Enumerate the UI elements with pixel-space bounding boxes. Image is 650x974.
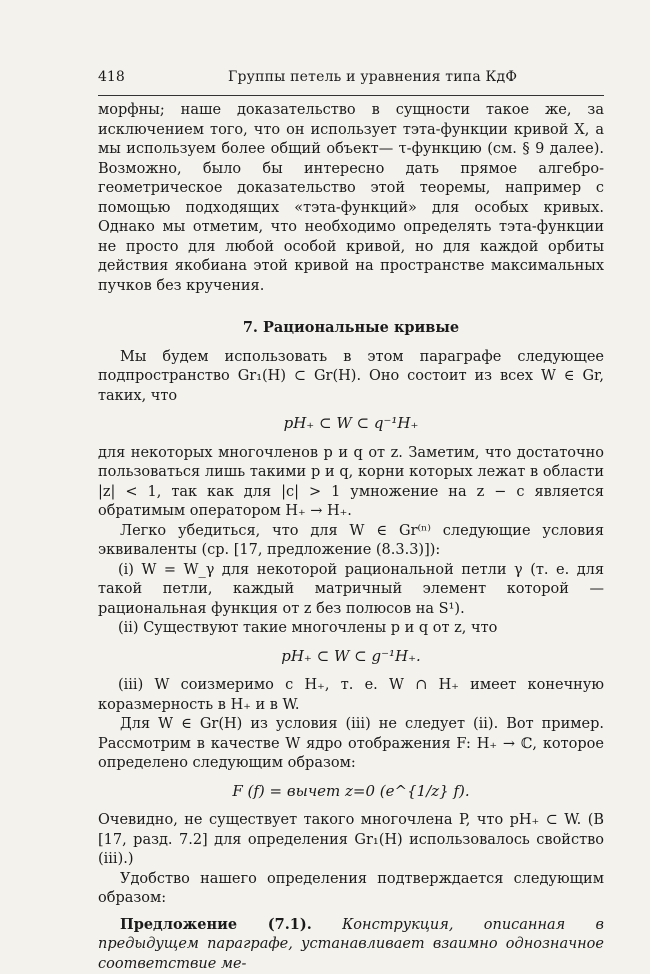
equation-3: F (f) = вычет z=0 (e^{1/z} f). [98, 782, 604, 802]
paragraph-polynomials: для некоторых многочленов p и q от z. Заметим, что достаточно пользоваться лишь такими p и q, корни которых лежат в области |z| < 1, так как для |c| > 1 умножение на z − c является обратимым оператором H₊ → H₊. [98, 444, 604, 522]
paragraph-intro: Мы будем использовать в этом параграфе следующее подпространство Gr₁(H) ⊂ Gr(H). Оно состоит из всех W ∈ Gr, таких, что [98, 348, 604, 407]
page-number: 418 [98, 68, 125, 86]
paragraph-example: Для W ∈ Gr(H) из условия (iii) не следует (ii). Вот пример. Рассмотрим в качестве W ядро отображения F: H₊ → ℂ, которое определено следующим образом: [98, 715, 604, 774]
proposition [98, 915, 604, 974]
page-body [98, 101, 604, 974]
condition-iii: (iii) W соизмеримо с H₊, т. е. W ∩ H₊ имеет конечную коразмерность в H₊ и в W. [98, 676, 604, 715]
header-rule [98, 95, 604, 96]
paragraph-obvious: Очевидно, не существует такого многочлена P, что pH₊ ⊂ W. (В [17, разд. 7.2] для определения Gr₁(H) использовалось свойство (iii).) [98, 811, 604, 870]
paragraph-continuation: морфны; наше доказательство в сущности такое же, за исключением того, что он использует тэта-функции кривой X, а мы используем более общий объект— τ-функцию (см. § 9 далее). Возможно, было бы интересно дать прямое алгебро-геометрическое доказательство этой теоремы, например с помощью подходящих «тэта-функций» для особых кривых. Однако мы отметим, что необходимо определять тэта-функции не просто для любой особой кривой, но для каждой орбиты действия якобиана этой кривой на пространстве максимальных пучков без кручения. [98, 101, 604, 296]
condition-i: (i) W = W_γ для некоторой рациональной петли γ (т. е. для такой петли, каждый матричный элемент которой — рациональная функция от z без полюсов на S¹). [98, 561, 604, 620]
section-heading: 7. Рациональные кривые [98, 318, 604, 338]
proposition-label: Предложение (7.1). [120, 916, 312, 933]
equation-2: pH₊ ⊂ W ⊂ g⁻¹H₊. [98, 647, 604, 667]
equation-1: pH₊ ⊂ W ⊂ q⁻¹H₊ [98, 414, 604, 434]
paragraph-conditions-intro: Легко убедиться, что для W ∈ Gr⁽ⁿ⁾ следующие условия эквиваленты (ср. [17, предложение (8.3.3)]): [98, 522, 604, 561]
condition-ii: (ii) Существуют такие многочлены p и q от z, что [98, 619, 604, 639]
proposition-text: Конструкция, описанная в предыдущем параграфе, устанавливает взаимно однозначное соответствие ме- [98, 917, 604, 972]
running-title: Группы петель и уравнения типа КдФ [228, 68, 517, 86]
paragraph-convenience: Удобство нашего определения подтверждается следующим образом: [98, 870, 604, 909]
